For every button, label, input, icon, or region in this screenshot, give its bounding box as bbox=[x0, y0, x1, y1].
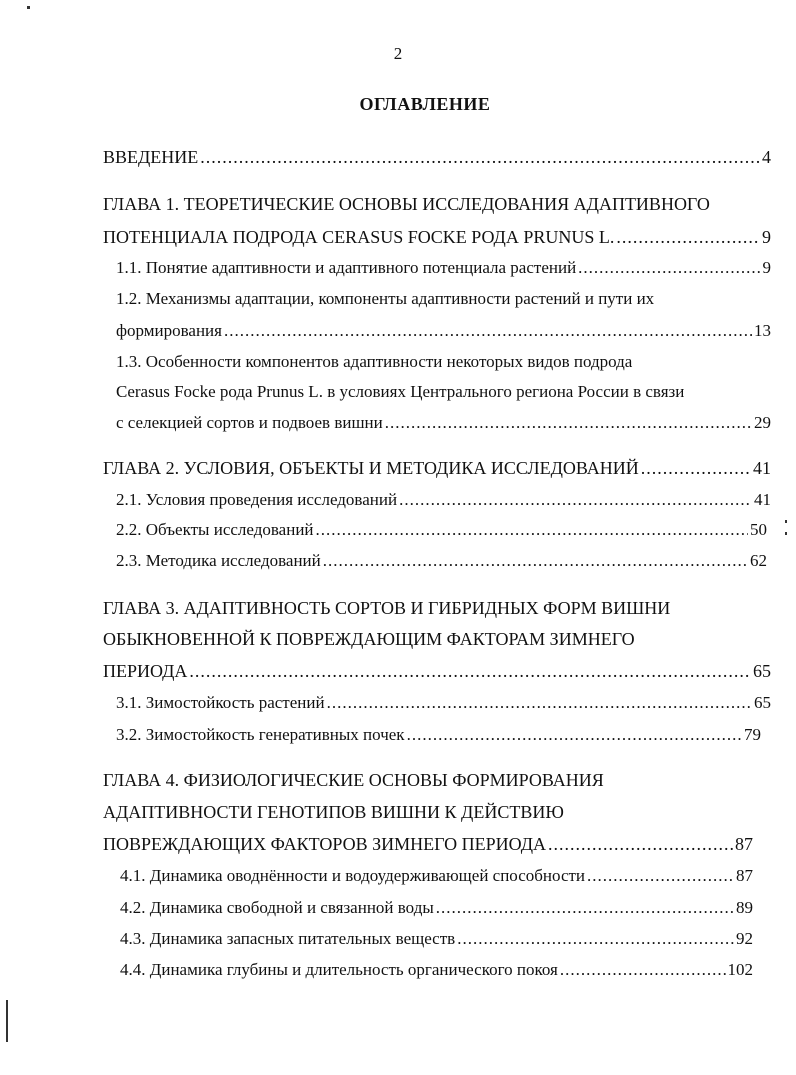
dot-leader bbox=[224, 321, 752, 341]
toc-chapter-3-line1 bbox=[103, 598, 773, 619]
toc-entry-label: ПОВРЕЖДАЮЩИХ ФАКТОРОВ ЗИМНЕГО ПЕРИОДА bbox=[103, 834, 547, 854]
toc-entry-label: ПОТЕНЦИАЛА ПОДРОДА CERASUS FOCKE РОДА PRUNUS L. bbox=[103, 227, 615, 247]
dot-leader bbox=[548, 834, 733, 855]
toc-entry-label: ОБЫКНОВЕННОЙ К ПОВРЕЖДАЮЩИМ ФАКТОРАМ ЗИМНЕГО bbox=[103, 629, 635, 649]
toc-entry-label: с селекцией сортов и подвоев вишни bbox=[116, 413, 383, 432]
toc-title: ОГЛАВЛЕНИЕ bbox=[359, 94, 491, 114]
toc-chapter-3-line3 bbox=[103, 661, 771, 682]
page-number: 2 bbox=[393, 44, 403, 63]
toc-section-1-2-line2 bbox=[116, 321, 771, 341]
toc-entry-label: 3.2. Зимостойкость генеративных почек bbox=[116, 725, 405, 744]
toc-section-1-3-line3 bbox=[116, 413, 771, 433]
toc-entry-label: ПЕРИОДА bbox=[103, 661, 188, 681]
toc-section-1-1 bbox=[116, 258, 771, 278]
scan-mark-right-edge bbox=[785, 520, 787, 523]
toc-entry-label: 4.3. Динамика запасных питательных веществ bbox=[120, 929, 456, 948]
dot-leader bbox=[385, 413, 752, 433]
toc-entry-label: 1.3. Особенности компонентов адаптивности некоторых видов подрода bbox=[116, 352, 633, 371]
toc-entry-label: 1.1. Понятие адаптивности и адаптивного потенциала растений bbox=[116, 258, 577, 277]
toc-entry-page: 65 bbox=[754, 693, 771, 712]
toc-entry-page: 4 bbox=[762, 147, 771, 167]
toc-chapter-1-line1 bbox=[103, 194, 773, 215]
dot-leader bbox=[587, 866, 734, 886]
toc-entry-page: 62 bbox=[750, 551, 767, 570]
toc-entry-page: 13 bbox=[754, 321, 771, 340]
dot-leader bbox=[323, 551, 748, 571]
toc-entry-label: ГЛАВА 2. УСЛОВИЯ, ОБЪЕКТЫ И МЕТОДИКА ИССЛЕДОВАНИЙ bbox=[103, 458, 639, 478]
toc-entry-label: 4.4. Динамика глубины и длительность органического покоя bbox=[120, 960, 558, 979]
toc-section-2-1 bbox=[116, 490, 771, 510]
toc-entry-label: 4.2. Динамика свободной и связанной воды bbox=[120, 898, 434, 917]
scan-mark-right-edge bbox=[785, 532, 787, 535]
dot-leader bbox=[641, 458, 751, 479]
toc-entry-label: ВВЕДЕНИЕ bbox=[103, 147, 199, 167]
dot-leader bbox=[316, 520, 748, 540]
toc-entry-page: 102 bbox=[727, 960, 753, 979]
toc-entry-label: ГЛАВА 4. ФИЗИОЛОГИЧЕСКИЕ ОСНОВЫ ФОРМИРОВАНИЯ bbox=[103, 770, 604, 790]
toc-entry-page: 92 bbox=[736, 929, 753, 948]
toc-chapter-4-line2 bbox=[103, 802, 773, 823]
toc-entry-page: 9 bbox=[762, 227, 771, 247]
toc-section-2-3 bbox=[116, 551, 767, 571]
toc-chapter-3-line2 bbox=[103, 629, 773, 650]
toc-section-3-2 bbox=[116, 725, 761, 745]
toc-section-4-4 bbox=[120, 960, 753, 980]
toc-entry-intro bbox=[103, 147, 771, 168]
toc-entry-label: формирования bbox=[116, 321, 222, 340]
dot-leader bbox=[407, 725, 742, 745]
dot-leader bbox=[327, 693, 752, 713]
toc-entry-label: 2.3. Методика исследований bbox=[116, 551, 321, 570]
dot-leader bbox=[200, 147, 760, 168]
dot-leader bbox=[560, 960, 726, 980]
toc-section-4-3 bbox=[120, 929, 753, 949]
toc-entry-page: 41 bbox=[753, 458, 771, 478]
toc-entry-page: 89 bbox=[736, 898, 753, 917]
toc-chapter-1-line2 bbox=[103, 227, 771, 248]
toc-entry-label: 3.1. Зимостойкость растений bbox=[116, 693, 325, 712]
scan-mark-left-edge bbox=[6, 1000, 8, 1042]
toc-entry-page: 87 bbox=[736, 866, 753, 885]
dot-leader bbox=[189, 661, 751, 682]
toc-section-3-1 bbox=[116, 693, 771, 713]
toc-entry-page: 41 bbox=[754, 490, 771, 509]
toc-chapter-4-line1 bbox=[103, 770, 773, 791]
dot-leader bbox=[616, 227, 760, 248]
scan-mark-top-left bbox=[27, 6, 30, 9]
dot-leader bbox=[578, 258, 760, 278]
toc-entry-label: 2.1. Условия проведения исследований bbox=[116, 490, 398, 509]
toc-section-4-2 bbox=[120, 898, 753, 918]
toc-entry-page: 65 bbox=[753, 661, 771, 681]
toc-entry-label: 1.2. Механизмы адаптации, компоненты адаптивности растений и пути их bbox=[116, 289, 655, 308]
toc-entry-page: 9 bbox=[762, 258, 771, 277]
toc-entry-label: ГЛАВА 1. ТЕОРЕТИЧЕСКИЕ ОСНОВЫ ИССЛЕДОВАНИЯ АДАПТИВНОГО bbox=[103, 194, 710, 214]
toc-section-2-2 bbox=[116, 520, 767, 540]
toc-section-1-3-line2 bbox=[116, 382, 776, 402]
toc-section-4-1 bbox=[120, 866, 753, 886]
toc-section-1-3-line1 bbox=[116, 352, 776, 372]
toc-entry-label: 2.2. Объекты исследований bbox=[116, 520, 314, 539]
toc-entry-label: ГЛАВА 3. АДАПТИВНОСТЬ СОРТОВ И ГИБРИДНЫХ ФОРМ ВИШНИ bbox=[103, 598, 671, 618]
toc-entry-page: 29 bbox=[754, 413, 771, 432]
toc-section-1-2-line1 bbox=[116, 289, 776, 309]
dot-leader bbox=[399, 490, 752, 510]
toc-entry-label: АДАПТИВНОСТИ ГЕНОТИПОВ ВИШНИ К ДЕЙСТВИЮ bbox=[103, 802, 564, 822]
toc-entry-page: 79 bbox=[744, 725, 761, 744]
dot-leader bbox=[436, 898, 734, 918]
toc-entry-label: Cerasus Focke рода Prunus L. в условиях Центрального региона России в связи bbox=[116, 382, 685, 401]
dot-leader bbox=[457, 929, 734, 949]
toc-entry-page: 87 bbox=[735, 834, 753, 854]
toc-entry-page: 50 bbox=[750, 520, 767, 539]
toc-entry-label: 4.1. Динамика оводнённости и водоудерживающей способности bbox=[120, 866, 586, 885]
toc-chapter-4-line3 bbox=[103, 834, 753, 855]
toc-chapter-2 bbox=[103, 458, 771, 479]
